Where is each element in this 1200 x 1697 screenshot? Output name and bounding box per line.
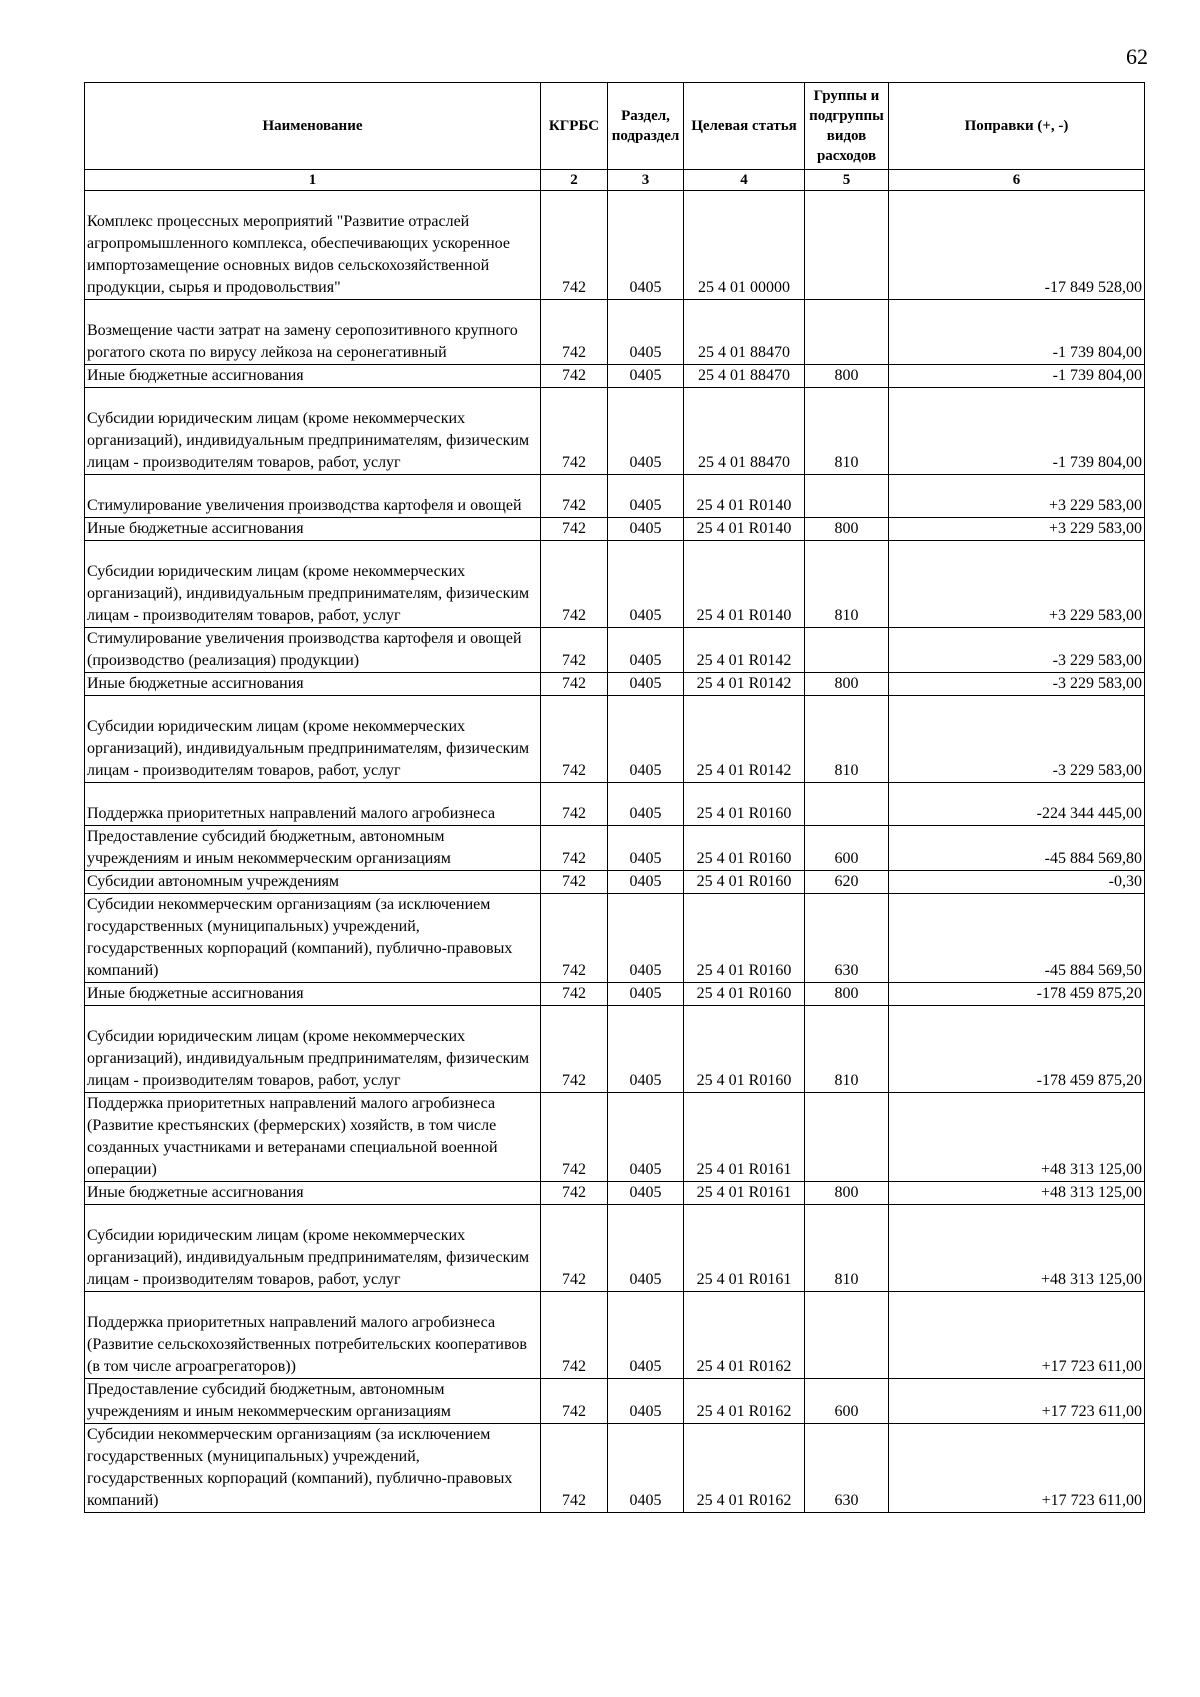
header-amendments: Поправки (+, -): [889, 83, 1145, 170]
row-expense-group: 800: [805, 983, 889, 1006]
table-row: [85, 475, 1145, 518]
row-name: Субсидии автономным учреждениям: [85, 871, 541, 894]
row-section: 0405: [608, 1093, 684, 1182]
header-section: Раздел, подраздел: [608, 83, 684, 170]
row-kgrbs: 742: [541, 518, 608, 541]
row-expense-group: 800: [805, 365, 889, 388]
row-name: Комплекс процессных мероприятий "Развитие отраслей агропромышленного комплекса, обеспечивающих ускоренное импортозамещение основных видов сельскохозяйственной продукции, сырья и продовольствия": [85, 191, 541, 300]
row-target-article: 25 4 01 R0140: [684, 475, 805, 518]
row-name: Субсидии юридическим лицам (кроме некоммерческих организаций), индивидуальным предпринимателям, физическим лицам - производителям товаров, работ, услуг: [85, 1205, 541, 1292]
row-name: Поддержка приоритетных направлений малого агробизнеса: [85, 783, 541, 826]
table-row: [85, 871, 1145, 894]
row-kgrbs: 742: [541, 1424, 608, 1513]
table-row: [85, 696, 1145, 783]
row-amendment-amount: +48 313 125,00: [889, 1182, 1145, 1205]
row-expense-group: 630: [805, 894, 889, 983]
table-row: [85, 1006, 1145, 1093]
row-kgrbs: 742: [541, 983, 608, 1006]
table-row: [85, 673, 1145, 696]
row-expense-group: [805, 783, 889, 826]
row-kgrbs: 742: [541, 475, 608, 518]
row-section: 0405: [608, 191, 684, 300]
row-expense-group: 800: [805, 673, 889, 696]
row-expense-group: [805, 475, 889, 518]
row-expense-group: [805, 191, 889, 300]
row-name: Субсидии юридическим лицам (кроме некоммерческих организаций), индивидуальным предпринимателям, физическим лицам - производителям товаров, работ, услуг: [85, 388, 541, 475]
row-amendment-amount: -224 344 445,00: [889, 783, 1145, 826]
header-expense-group: Группы и подгруппы видов расходов: [805, 83, 889, 170]
row-target-article: 25 4 01 R0160: [684, 1006, 805, 1093]
row-section: 0405: [608, 871, 684, 894]
row-kgrbs: 742: [541, 1182, 608, 1205]
row-section: 0405: [608, 388, 684, 475]
header-target: Целевая статья: [684, 83, 805, 170]
row-section: 0405: [608, 1292, 684, 1379]
row-target-article: 25 4 01 R0161: [684, 1205, 805, 1292]
row-amendment-amount: -17 849 528,00: [889, 191, 1145, 300]
table-header-row: [85, 83, 1145, 170]
table-row: [85, 388, 1145, 475]
row-amendment-amount: -45 884 569,50: [889, 894, 1145, 983]
row-section: 0405: [608, 475, 684, 518]
column-number: 1: [85, 170, 541, 191]
table-row: [85, 894, 1145, 983]
table-row: [85, 1205, 1145, 1292]
row-amendment-amount: -0,30: [889, 871, 1145, 894]
row-section: 0405: [608, 673, 684, 696]
row-target-article: 25 4 01 R0140: [684, 518, 805, 541]
row-expense-group: 800: [805, 1182, 889, 1205]
row-kgrbs: 742: [541, 871, 608, 894]
row-kgrbs: 742: [541, 541, 608, 628]
column-number: 2: [541, 170, 608, 191]
row-expense-group: 620: [805, 871, 889, 894]
table-row: [85, 300, 1145, 365]
row-amendment-amount: -3 229 583,00: [889, 696, 1145, 783]
row-expense-group: 800: [805, 518, 889, 541]
column-number: 3: [608, 170, 684, 191]
row-target-article: 25 4 01 88470: [684, 365, 805, 388]
column-number: 5: [805, 170, 889, 191]
table-row: [85, 1292, 1145, 1379]
column-number-row: [85, 170, 1145, 191]
row-section: 0405: [608, 1379, 684, 1424]
row-name: Предоставление субсидий бюджетным, автономным учреждениям и иным некоммерческим организациям: [85, 1379, 541, 1424]
row-amendment-amount: +3 229 583,00: [889, 475, 1145, 518]
row-section: 0405: [608, 1182, 684, 1205]
row-expense-group: [805, 300, 889, 365]
row-amendment-amount: -1 739 804,00: [889, 365, 1145, 388]
row-section: 0405: [608, 783, 684, 826]
row-target-article: 25 4 01 R0160: [684, 871, 805, 894]
row-kgrbs: 742: [541, 673, 608, 696]
header-kgrbs: КГРБС: [541, 83, 608, 170]
row-target-article: 25 4 01 88470: [684, 300, 805, 365]
row-kgrbs: 742: [541, 826, 608, 871]
row-name: Возмещение части затрат на замену серопозитивного крупного рогатого скота по вирусу лейкоза на серонегативный: [85, 300, 541, 365]
row-name: Предоставление субсидий бюджетным, автономным учреждениям и иным некоммерческим организациям: [85, 826, 541, 871]
row-amendment-amount: -3 229 583,00: [889, 628, 1145, 673]
table-row: [85, 191, 1145, 300]
row-kgrbs: 742: [541, 388, 608, 475]
row-target-article: 25 4 01 R0142: [684, 673, 805, 696]
row-kgrbs: 742: [541, 894, 608, 983]
row-target-article: 25 4 01 R0142: [684, 696, 805, 783]
table-row: [85, 1424, 1145, 1513]
row-expense-group: 810: [805, 541, 889, 628]
row-name: Субсидии юридическим лицам (кроме некоммерческих организаций), индивидуальным предпринимателям, физическим лицам - производителям товаров, работ, услуг: [85, 696, 541, 783]
row-name: Иные бюджетные ассигнования: [85, 1182, 541, 1205]
table-row: [85, 783, 1145, 826]
row-kgrbs: 742: [541, 1292, 608, 1379]
row-expense-group: [805, 628, 889, 673]
budget-amendments-table: [84, 82, 1145, 1513]
row-kgrbs: 742: [541, 1006, 608, 1093]
row-section: 0405: [608, 541, 684, 628]
row-section: 0405: [608, 628, 684, 673]
row-kgrbs: 742: [541, 191, 608, 300]
row-section: 0405: [608, 365, 684, 388]
row-amendment-amount: +3 229 583,00: [889, 518, 1145, 541]
row-amendment-amount: +3 229 583,00: [889, 541, 1145, 628]
row-kgrbs: 742: [541, 365, 608, 388]
row-name: Субсидии некоммерческим организациям (за исключением государственных (муниципальных) учреждений, государственных корпораций (компаний), публично-правовых компаний): [85, 1424, 541, 1513]
row-amendment-amount: +17 723 611,00: [889, 1424, 1145, 1513]
row-expense-group: 630: [805, 1424, 889, 1513]
table-row: [85, 365, 1145, 388]
row-expense-group: 810: [805, 388, 889, 475]
row-target-article: 25 4 01 R0162: [684, 1292, 805, 1379]
row-name: Иные бюджетные ассигнования: [85, 983, 541, 1006]
row-amendment-amount: -1 739 804,00: [889, 300, 1145, 365]
row-kgrbs: 742: [541, 783, 608, 826]
row-section: 0405: [608, 518, 684, 541]
table-row: [85, 1379, 1145, 1424]
row-kgrbs: 742: [541, 1093, 608, 1182]
row-target-article: 25 4 01 R0161: [684, 1093, 805, 1182]
row-amendment-amount: -3 229 583,00: [889, 673, 1145, 696]
row-name: Поддержка приоритетных направлений малого агробизнеса (Развитие сельскохозяйственных потребительских кооперативов (в том числе агроагрегаторов)): [85, 1292, 541, 1379]
row-expense-group: 600: [805, 826, 889, 871]
row-name: Стимулирование увеличения производства картофеля и овощей: [85, 475, 541, 518]
row-target-article: 25 4 01 88470: [684, 388, 805, 475]
table-row: [85, 628, 1145, 673]
row-amendment-amount: +17 723 611,00: [889, 1379, 1145, 1424]
row-name: Иные бюджетные ассигнования: [85, 673, 541, 696]
row-section: 0405: [608, 983, 684, 1006]
row-kgrbs: 742: [541, 696, 608, 783]
row-section: 0405: [608, 696, 684, 783]
page-number: 62: [1126, 44, 1148, 69]
row-expense-group: [805, 1292, 889, 1379]
table-row: [85, 1182, 1145, 1205]
table-row: [85, 541, 1145, 628]
row-name: Субсидии некоммерческим организациям (за исключением государственных (муниципальных) учреждений, государственных корпораций (компаний), публично-правовых компаний): [85, 894, 541, 983]
row-section: 0405: [608, 826, 684, 871]
row-target-article: 25 4 01 R0161: [684, 1182, 805, 1205]
row-target-article: 25 4 01 R0162: [684, 1424, 805, 1513]
row-name: Стимулирование увеличения производства картофеля и овощей (производство (реализация) продукции): [85, 628, 541, 673]
row-name: Поддержка приоритетных направлений малого агробизнеса (Развитие крестьянских (фермерских) хозяйств, в том числе созданных участниками и ветеранами специальной военной операции): [85, 1093, 541, 1182]
row-kgrbs: 742: [541, 1205, 608, 1292]
row-target-article: 25 4 01 R0160: [684, 783, 805, 826]
row-target-article: 25 4 01 R0142: [684, 628, 805, 673]
row-name: Субсидии юридическим лицам (кроме некоммерческих организаций), индивидуальным предпринимателям, физическим лицам - производителям товаров, работ, услуг: [85, 1006, 541, 1093]
row-name: Субсидии юридическим лицам (кроме некоммерческих организаций), индивидуальным предпринимателям, физическим лицам - производителям товаров, работ, услуг: [85, 541, 541, 628]
table-body: [85, 191, 1145, 1513]
row-expense-group: 810: [805, 696, 889, 783]
row-section: 0405: [608, 1205, 684, 1292]
row-kgrbs: 742: [541, 300, 608, 365]
row-section: 0405: [608, 894, 684, 983]
column-number: 4: [684, 170, 805, 191]
row-amendment-amount: -45 884 569,80: [889, 826, 1145, 871]
row-amendment-amount: +48 313 125,00: [889, 1205, 1145, 1292]
column-number: 6: [889, 170, 1145, 191]
row-amendment-amount: -178 459 875,20: [889, 1006, 1145, 1093]
row-name: Иные бюджетные ассигнования: [85, 365, 541, 388]
row-amendment-amount: -1 739 804,00: [889, 388, 1145, 475]
row-section: 0405: [608, 1424, 684, 1513]
row-target-article: 25 4 01 00000: [684, 191, 805, 300]
row-target-article: 25 4 01 R0162: [684, 1379, 805, 1424]
row-target-article: 25 4 01 R0140: [684, 541, 805, 628]
row-kgrbs: 742: [541, 628, 608, 673]
row-section: 0405: [608, 1006, 684, 1093]
row-amendment-amount: +48 313 125,00: [889, 1093, 1145, 1182]
row-expense-group: [805, 1093, 889, 1182]
row-amendment-amount: -178 459 875,20: [889, 983, 1145, 1006]
table-row: [85, 983, 1145, 1006]
header-name: Наименование: [85, 83, 541, 170]
table-row: [85, 1093, 1145, 1182]
row-amendment-amount: +17 723 611,00: [889, 1292, 1145, 1379]
row-target-article: 25 4 01 R0160: [684, 826, 805, 871]
table-row: [85, 826, 1145, 871]
row-target-article: 25 4 01 R0160: [684, 894, 805, 983]
row-expense-group: 810: [805, 1006, 889, 1093]
row-expense-group: 810: [805, 1205, 889, 1292]
table-row: [85, 518, 1145, 541]
row-name: Иные бюджетные ассигнования: [85, 518, 541, 541]
row-expense-group: 600: [805, 1379, 889, 1424]
row-target-article: 25 4 01 R0160: [684, 983, 805, 1006]
row-section: 0405: [608, 300, 684, 365]
row-kgrbs: 742: [541, 1379, 608, 1424]
